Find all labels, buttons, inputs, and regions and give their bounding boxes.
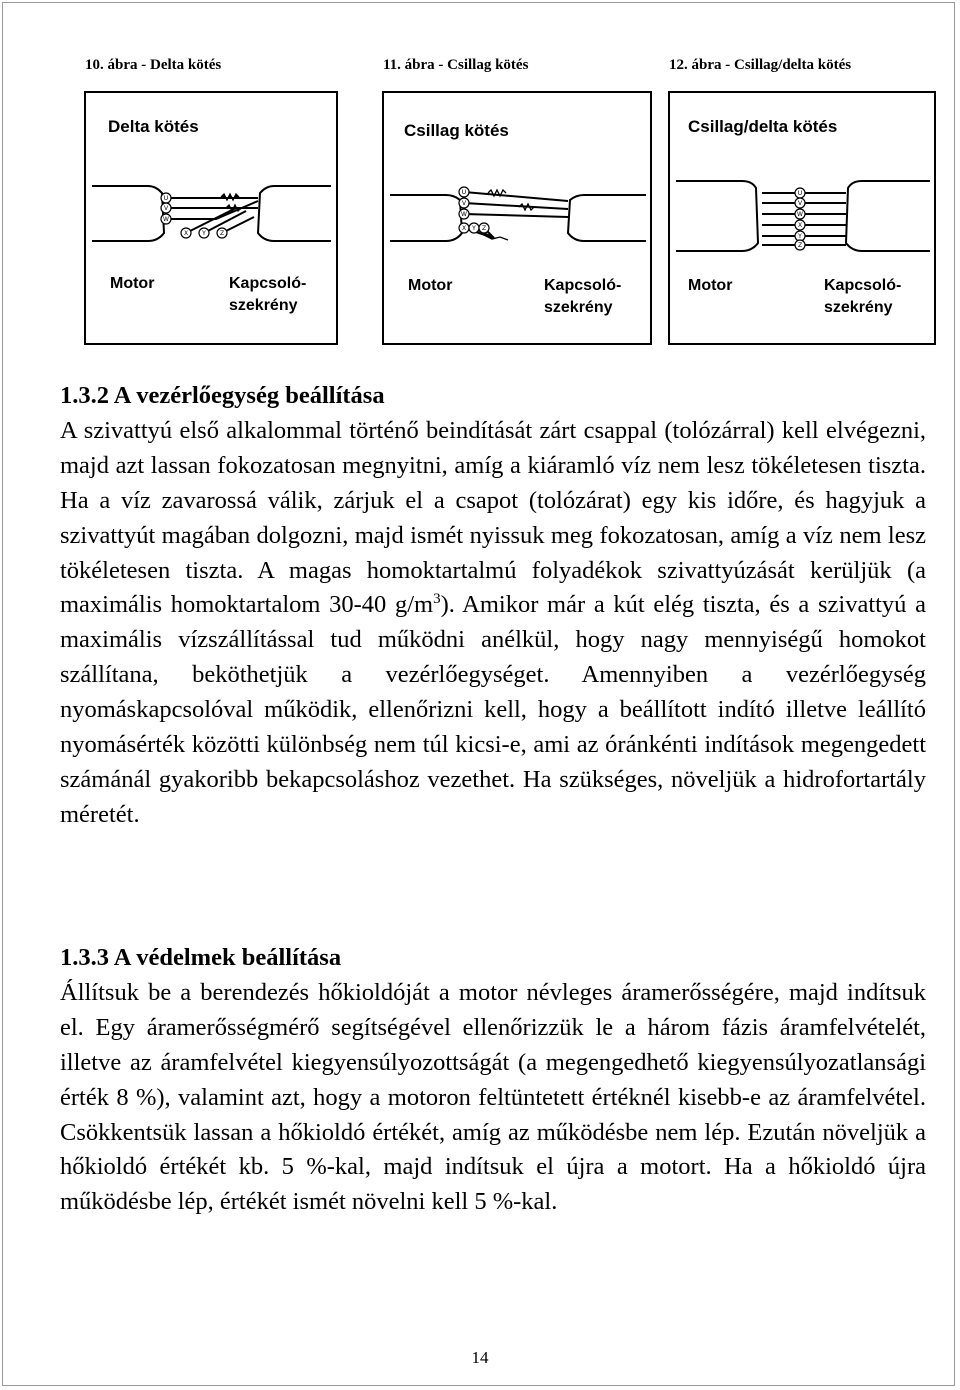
section-1-3-2-body-part2: ). Amikor már a kút elég tiszta, és a szivattyú a maximális vízszállítással tud működni anélkül, hogy nagy mennyiségű homokot szállítana, beköthetjük a vezérlőegységet. Amennyiben a vezérlőegység nyomáskapcsolóval működik, ellenőrizni kell, hogy a beállított indító illetve leállító nyomásérték közötti különbség nem túl kicsi-e, ami az óránkénti indítások megengedett számánál gyakoribb bekapcsoláshoz vezethet. Ha szükséges, növeljük a hidrofortartály méretét. [60, 591, 926, 828]
delta-term-v: V [163, 205, 169, 212]
section-1-3-2 [60, 379, 926, 833]
stardelta-term-w: W [797, 211, 803, 218]
figure-star-box-label-2: szekrény [544, 299, 613, 316]
delta-term-z: Z [219, 230, 225, 237]
section-1-3-2-heading: 1.3.2 A vezérlőegység beállítása [60, 382, 385, 409]
figure-star-box-label-1: Kapcsoló- [544, 277, 622, 294]
figure-stardelta-box-label-2: szekrény [824, 299, 893, 316]
delta-term-u: U [163, 195, 169, 202]
star-term-x: X [461, 225, 467, 232]
figure-delta-title: Delta kötés [108, 117, 199, 136]
stardelta-term-u: U [797, 190, 803, 197]
stardelta-term-v: V [797, 200, 803, 207]
figure-delta-motor-label: Motor [110, 275, 155, 292]
figure-delta [84, 91, 338, 345]
section-1-3-3-body: Állítsuk be a berendezés hőkioldóját a motor névleges áramerősségére, majd indítsuk el. Egy áramerősségmérő segítségével ellenőrizzük le a három fázis áramfelvételét, illetve az áramfelvétel kiegyensúlyozottságát (a megengedhető kiegyensúlyozatlansági érték 8 %), valamint azt, hogy a motoron feltüntetett értéknél kisebb-e az áramfelvétel. Csökkentsük lassan a hőkioldó értékét, amíg az működésbe nem lép. Ezután növeljük a hőkioldó értékét kb. 5 %-kal, majd indítsuk el újra a motort. Ha a hőkioldó újra működésbe lép, értékét ismét növelni kell 5 %-kal. [60, 978, 926, 1216]
figure-stardelta-box-label-1: Kapcsoló- [824, 277, 902, 294]
section-1-3-2-body-part1: A szivattyú első alkalommal történő beindítását zárt csappal (tolózárral) kell elvégezni, majd azt lassan fokozatosan megnyitni, amíg a kiáramló víz nem lesz tökéletesen tiszta. Ha a víz zavarossá válik, zárjuk el a csapot (tolózárat) egy kis időre, és hagyjuk a szivattyút magában dolgozni, majd ismét nyissuk meg fokozatosan, amíg a víz nem lesz tökéletesen tiszta. A magas homoktartalmú folyadékok szivattyúzását kerüljük (a maximális homoktartalom 30-40 g/m [60, 416, 926, 619]
star-term-v: V [461, 200, 467, 207]
figure-delta-box-label-1: Kapcsoló- [229, 275, 307, 292]
stardelta-term-x: X [797, 222, 803, 229]
figure-delta-box-label-2: szekrény [229, 297, 298, 314]
caption-fig12: 12. ábra - Csillag/delta kötés [669, 57, 852, 73]
cubic-superscript: 3 [433, 591, 441, 608]
delta-term-y: Y [202, 230, 206, 237]
delta-term-w: W [163, 216, 169, 223]
figure-stardelta [668, 91, 936, 345]
figure-star [382, 91, 652, 345]
star-term-u: U [461, 189, 467, 196]
page-number: 14 [471, 1348, 489, 1367]
figure-star-title: Csillag kötés [404, 121, 509, 140]
figure-stardelta-title: Csillag/delta kötés [688, 117, 838, 136]
delta-term-x: X [183, 230, 189, 237]
star-term-y: Y [472, 225, 476, 232]
stardelta-wiring-diagram [670, 93, 934, 343]
star-term-z: Z [481, 225, 487, 232]
stardelta-term-z: Z [797, 242, 803, 249]
section-1-3-3 [60, 941, 926, 1220]
figure-stardelta-motor-label: Motor [688, 277, 733, 294]
caption-fig11: 11. ábra - Csillag kötés [383, 57, 529, 73]
star-term-w: W [461, 211, 467, 218]
section-1-3-3-heading: 1.3.3 A védelmek beállítása [60, 944, 342, 971]
section-1-3-2-body [60, 414, 926, 833]
stardelta-term-y: Y [798, 233, 802, 240]
delta-wiring-diagram [86, 93, 336, 343]
caption-fig10: 10. ábra - Delta kötés [85, 57, 222, 73]
figure-star-motor-label: Motor [408, 277, 453, 294]
